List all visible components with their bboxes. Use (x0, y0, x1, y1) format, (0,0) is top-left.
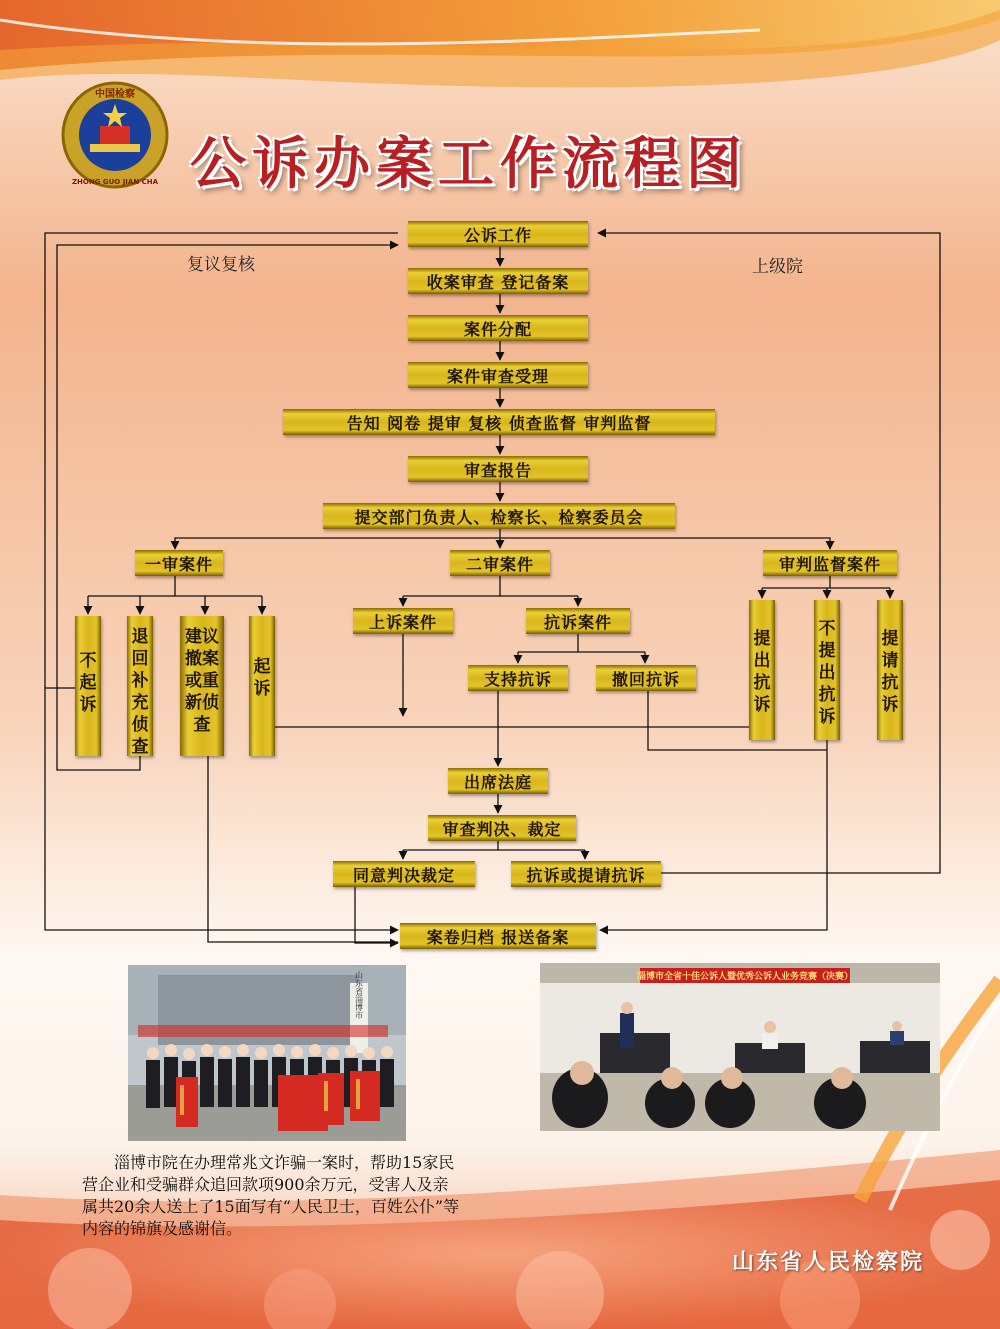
node-file-protest: 提出抗诉 (749, 600, 775, 740)
node-withdraw-or-reinvestigate: 建议撤案或重新侦查 (180, 616, 224, 756)
node-case-assignment: 案件分配 (408, 315, 588, 341)
page-title: 公诉办案工作流程图 (190, 132, 748, 197)
node-protest-or-request: 抗诉或提请抗诉 (511, 861, 661, 887)
node-prosecution: 起诉 (249, 616, 275, 756)
label-superior-procuratorate: 上级院 (752, 257, 803, 277)
node-request-protest: 提请抗诉 (877, 600, 903, 740)
photo-competition-final (540, 963, 940, 1131)
node-appeal-case: 上诉案件 (353, 608, 453, 634)
organization-name: 山东省人民检察院 (732, 1249, 925, 1275)
label-reconsideration: 复议复核 (187, 255, 255, 275)
node-agree-judgment: 同意判决裁定 (333, 861, 475, 887)
node-support-protest: 支持抗诉 (468, 665, 568, 691)
photo-banner-ceremony (128, 965, 406, 1141)
node-no-protest: 不提出抗诉 (814, 600, 840, 740)
node-archive-report: 案卷归档 报送备案 (400, 923, 596, 949)
node-attend-court: 出席法庭 (448, 768, 548, 794)
node-case-intake: 收案审查 登记备案 (408, 268, 588, 294)
node-second-instance: 二审案件 (450, 550, 550, 576)
node-review-report: 审查报告 (408, 456, 588, 482)
node-review-steps: 告知 阅卷 提审 复核 侦查监督 审判监督 (283, 409, 715, 435)
svg-text:ZHONG GUO JIAN CHA: ZHONG GUO JIAN CHA (71, 178, 159, 186)
node-public-prosecution: 公诉工作 (408, 221, 588, 247)
node-supplementary-investigation: 退回补充侦查 (127, 616, 153, 756)
svg-text:中国检察: 中国检察 (95, 89, 135, 100)
svg-text:山东省淄博市: 山东省淄博市 (354, 971, 364, 1019)
node-non-prosecution: 不起诉 (75, 616, 101, 756)
node-protest-case: 抗诉案件 (526, 608, 630, 634)
node-trial-supervision: 审判监督案件 (763, 550, 897, 576)
node-withdraw-protest: 撤回抗诉 (596, 665, 696, 691)
node-first-instance: 一审案件 (135, 550, 223, 576)
svg-text:淄博市全省十佳公诉人暨优秀公诉人业务竞赛（决赛）: 淄博市全省十佳公诉人暨优秀公诉人业务竞赛（决赛） (636, 972, 854, 982)
node-submit-leadership: 提交部门负责人、检察长、检察委员会 (323, 503, 675, 529)
node-review-judgment: 审查判决、裁定 (428, 815, 576, 841)
photo-caption: 淄博市院在办理常兆文诈骗一案时，帮助15家民营企业和受骗群众追回款项900余万元，受害人及亲属共20余人送上了15面写有“人民卫士，百姓公仆”等内容的锦旗及感谢信。 (82, 1153, 460, 1238)
node-case-acceptance: 案件审查受理 (408, 362, 588, 388)
